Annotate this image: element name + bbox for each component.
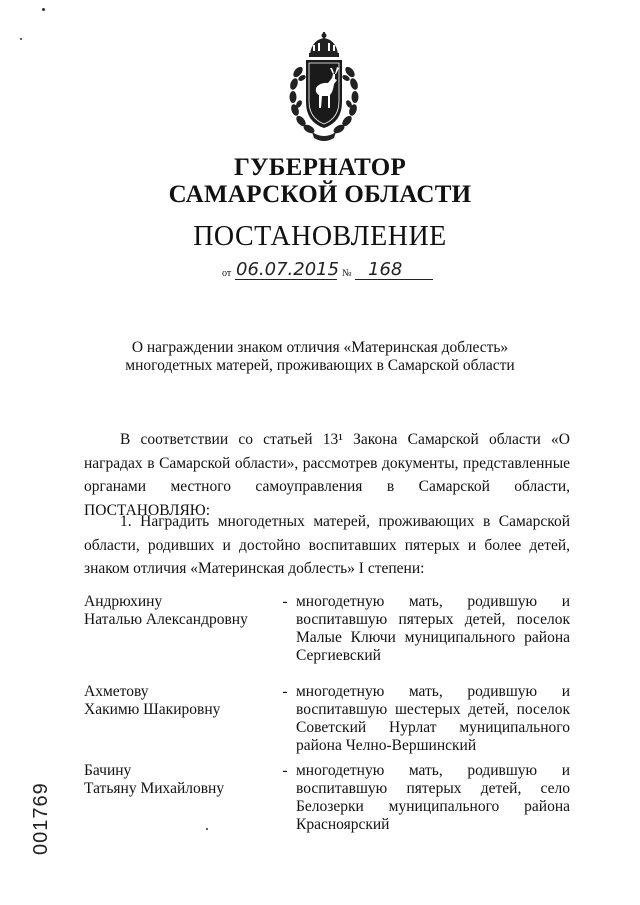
date-label: от — [222, 268, 232, 279]
serial-number: 001769 — [30, 782, 52, 855]
awardee-entry — [84, 762, 570, 833]
awardee-name — [84, 683, 274, 719]
document-type-title: ПОСТАНОВЛЕНИЕ — [193, 221, 447, 252]
handwritten-number: 168 — [368, 259, 403, 280]
handwritten-date: 06.07.2015 — [236, 259, 340, 280]
awardee-surname: Ахметову — [84, 683, 149, 700]
scan-speck — [20, 38, 22, 40]
scan-speck — [206, 828, 208, 830]
preamble-paragraph — [84, 428, 570, 522]
awardee-description: многодетную мать, родившую и воспитавшую пятерых детей, поселок Малые Ключи муниципального района Сергиевский — [296, 593, 570, 664]
subject-line1: О награждении знаком отличия «Материнская доблесть» — [131, 339, 509, 356]
authority-title-line1: ГУБЕРНАТОР — [233, 154, 407, 181]
awardee-name — [84, 762, 274, 798]
awardee-entry — [84, 593, 570, 663]
entry-dash: - — [282, 593, 288, 610]
preamble-text: В соответствии со статьей 13¹ Закона Самарской области «О наградах в Самарской области», рассмотрев документы, представленные органами местного самоуправления в Самарской области, ПОСТАНОВЛЯЮ: — [84, 431, 570, 519]
resolution-item-1-text: 1. Наградить многодетных матерей, проживающих в Самарской области, родивших и достойно воспитавших пятерых и более детей, знаком отличия «Материнская доблесть» I степени: — [84, 513, 570, 577]
date-number-line — [222, 259, 442, 283]
awardee-given-names: Наталью Александровну — [84, 611, 248, 628]
coat-of-arms-icon — [282, 32, 366, 142]
awardee-given-names: Татьяну Михайловну — [84, 780, 225, 797]
awardee-entry — [84, 683, 570, 753]
awardee-surname: Андрюхину — [84, 593, 163, 610]
authority-title-line2: САМАРСКОЙ ОБЛАСТИ — [168, 181, 472, 208]
awardee-surname: Бачину — [84, 762, 132, 779]
number-label: № — [342, 268, 352, 279]
subject-line2: многодетных матерей, проживающих в Самарской области — [125, 357, 515, 374]
awardee-description: многодетную мать, родившую и воспитавшую шестерых детей, поселок Советский Нурлат муниципального района Челно-Вершинский — [296, 683, 570, 754]
scan-speck — [42, 8, 45, 11]
awardee-given-names: Хакимю Шакировну — [84, 701, 221, 718]
resolution-item-1 — [84, 510, 570, 581]
awardee-description: многодетную мать, родившую и воспитавшую пятерых детей, село Белозерки муниципального района Красноярский — [296, 762, 570, 833]
document-subject — [0, 339, 640, 375]
awardee-name — [84, 593, 274, 629]
entry-dash: - — [282, 683, 288, 700]
entry-dash: - — [282, 762, 288, 779]
